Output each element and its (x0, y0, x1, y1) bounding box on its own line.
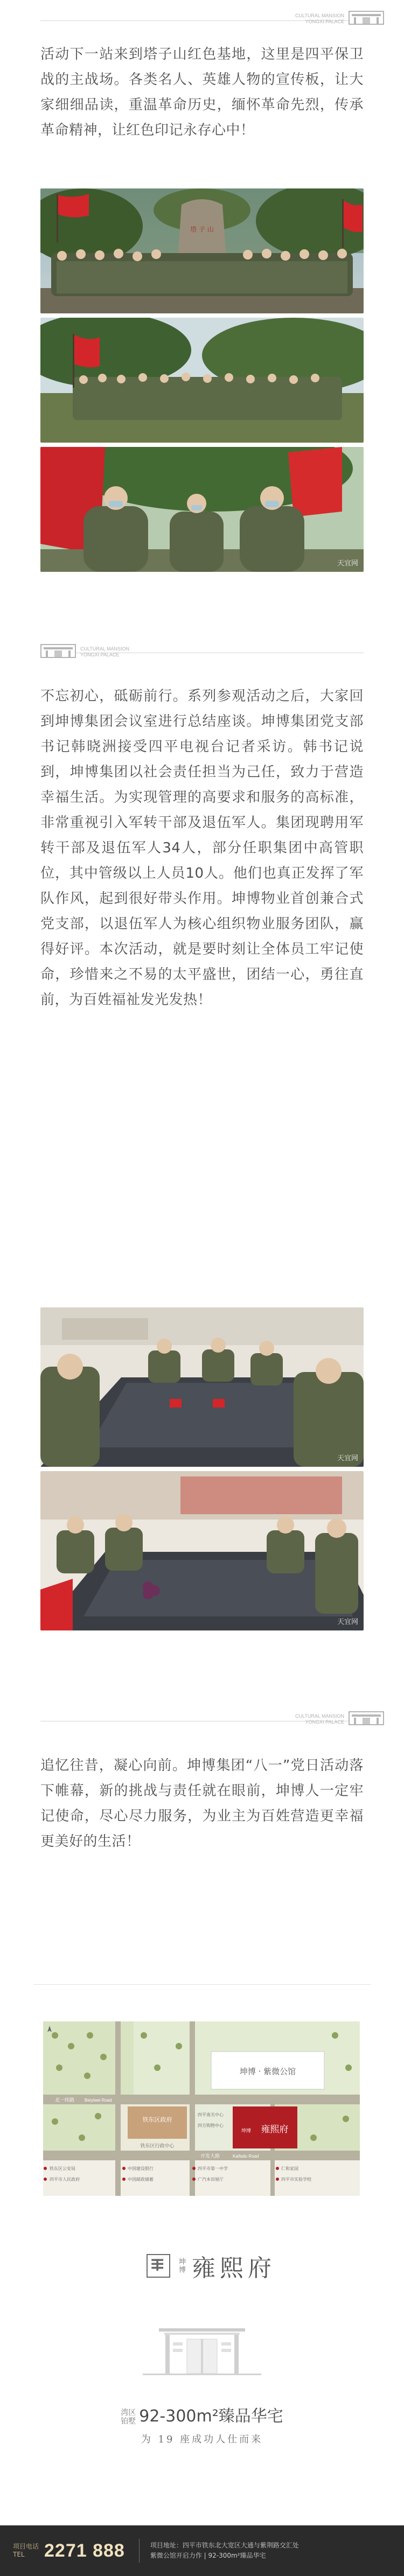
map-road-north: 北一纬路 (55, 2098, 75, 2103)
location-map-graphic (33, 2014, 371, 2203)
gate-illustration (137, 2315, 267, 2380)
building-icon (349, 11, 384, 25)
building-icon (349, 1711, 384, 1725)
location-map (33, 2014, 371, 2203)
meeting-room-image-1 (40, 1307, 364, 1467)
intro-paragraph: 活动下一站来到塔子山红色基地，这里是四平保卫战的主战场。各类名人、英雄人物的宣传板，让大家细细品读，重温革命历史，缅怀革命先烈，传承革命精神，让红色印记永存心中！ (40, 46, 364, 138)
flag-bearers-image (40, 447, 364, 572)
map-gov2-label: 铁东区行政中心 (140, 2144, 175, 2149)
brand-logo (0, 2235, 404, 2299)
svg-text:塔 子 山: 塔 子 山 (190, 226, 214, 233)
map-poi-hotel: 四方购物中心 (198, 2123, 224, 2128)
map-project-label: 坤博 · 紫微公馆 (239, 2067, 296, 2076)
footer-bar (0, 2525, 404, 2576)
map-poi-center: 四平南关中心 (198, 2112, 224, 2117)
map-poi-1: 铁东区公安局 (50, 2166, 75, 2171)
product-info (0, 2403, 404, 2446)
monument-group-image (40, 188, 364, 313)
map-poi-school: 四平市第一中学 (198, 2166, 228, 2171)
logo-brand-text: 坤博 (177, 2258, 185, 2274)
map-poi-3: 中国建设银行 (128, 2166, 154, 2171)
map-gov-label: 铁东区政府 (142, 2116, 172, 2123)
watermark: 天宜网 (337, 1618, 358, 1626)
map-poi-park: 仁和家园 (281, 2166, 298, 2171)
map-poi-mall: 广汽本田展厅 (198, 2177, 224, 2182)
logo-name-text: 雍熙府 (192, 2255, 276, 2282)
map-logo-label: 雍熙府 (261, 2124, 289, 2135)
map-poi-bank: 四平市实验学校 (281, 2177, 311, 2182)
footer-divider (139, 2539, 140, 2563)
photo-meeting-2 (40, 1471, 364, 1630)
photo-marching-group (40, 318, 364, 443)
brand-mark-3: CULTURAL MANSION YONGXI PALACE (295, 1711, 384, 1725)
marching-group-image (40, 318, 364, 443)
watermark: 天宜网 (337, 1454, 358, 1462)
middle-paragraph: 不忘初心，砥砺前行。系列参观活动之后，大家回到坤博集团会议室进行总结座谈。坤博集团党支部书记韩晓洲接受四平电视台记者采访。韩书记说到，坤博集团以社会责任担当为己任，致力于营造幸福生活。为实现管理的高要求和服务的高标准，非常重视引入军转干部及退伍军人。集团现聘用军转干部及退伍军人34人，部分任职集团中高管职位，其中管级以上人员10人。他们也真正发挥了军队作风，起到很好带头作用。坤博物业首创兼合式党支部，以退伍军人为核心组织物业服务团队，赢得好评。本次活动，就是要时刻让全体员工牢记使命，珍惜来之不易的太平盛世，团结一心，勇往直前，为百姓福祉发光发热！ (40, 688, 364, 1008)
map-road-kaifa-en: Kaifadu Road (233, 2154, 259, 2159)
building-icon (40, 644, 76, 658)
brand-mark-2: CULTURAL MANSION YONGXI PALACE (40, 644, 129, 658)
footer-info (150, 2540, 299, 2561)
map-road-kaifa: 开发大路 (200, 2154, 220, 2159)
map-poi-4: 中国邮政储蓄 (128, 2177, 154, 2182)
map-poi-2: 四平市人民政府 (50, 2177, 80, 2182)
watermark: 天宜网 (337, 559, 358, 568)
product-area: 湾区 铂墅 92-300m²臻品华宅 (121, 2407, 283, 2426)
meeting-room-image-2 (40, 1471, 364, 1630)
product-tagline: 为 19 座成功人仕而来 (141, 2434, 263, 2445)
footer-address: 项目地址：四平市铁东北大宽区大通与紫荆路交汇处 (150, 2542, 299, 2549)
brand-mark-top: CULTURAL MANSION YONGXI PALACE (295, 11, 384, 25)
logo-square-icon (147, 2254, 170, 2278)
map-top-divider (33, 1984, 371, 1985)
map-logo-brand: 坤博 (241, 2129, 252, 2134)
footer-sales: 紫微公馆开启力作 | 92-300m²臻品华宅 (150, 2552, 266, 2559)
photo-flag-bearers (40, 447, 364, 572)
footer-phone-number[interactable]: 2271 888 (44, 2540, 125, 2561)
photo-meeting-1 (40, 1307, 364, 1467)
map-road-north-en: Beiyiwei Road (85, 2098, 112, 2103)
closing-paragraph: 追忆往昔，凝心向前。坤博集团“八一”党日活动落下帷幕，新的挑战与责任就在眼前，坤博人一定牢记使命，尽心尽力服务，为业主为百姓营造更幸福更美好的生活！ (40, 1758, 364, 1850)
photo-monument-group (40, 188, 364, 313)
footer-phone-label: 项目电话 TEL (13, 2543, 39, 2558)
